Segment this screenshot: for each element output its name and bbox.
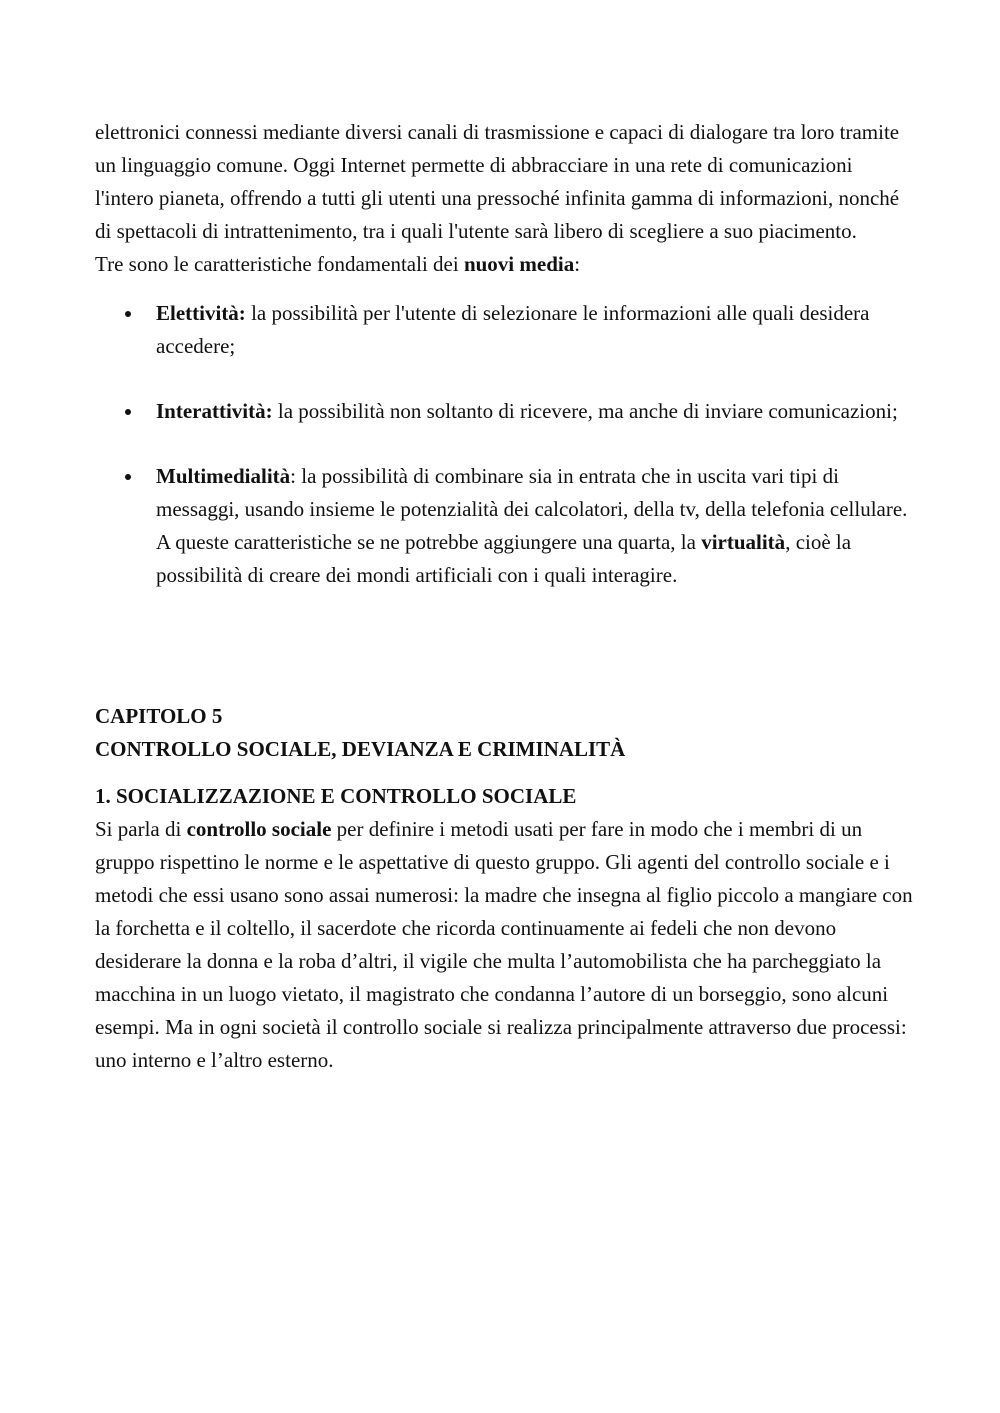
section-heading: 1. SOCIALIZZAZIONE E CONTROLLO SOCIALE [95, 784, 577, 808]
chapter-title: CONTROLLO SOCIALE, DEVIANZA E CRIMINALITÀ [95, 737, 626, 761]
section-text-before: Si parla di [95, 817, 187, 841]
list-item [95, 395, 915, 428]
virtuality-term: virtualità [701, 530, 786, 554]
features-lead-colon: : [574, 252, 581, 276]
chapter-heading [95, 700, 915, 766]
feature-term: Interattività: [156, 399, 273, 423]
feature-text: la possibilità non soltanto di ricevere, ma anche di inviare comunicazioni; [272, 399, 898, 423]
bullet-icon [125, 474, 131, 480]
virtuality-text-before: A queste caratteristiche se ne potrebbe aggiungere una quarta, la [156, 530, 702, 554]
feature-term: Multimedialità [156, 464, 291, 488]
features-list [95, 297, 915, 592]
features-lead [95, 248, 915, 281]
document-page [95, 116, 915, 1077]
list-item [95, 460, 915, 592]
list-item [95, 297, 915, 363]
virtuality-paragraph [156, 526, 915, 592]
features-lead-text: Tre sono le caratteristiche fondamentali dei [95, 252, 464, 276]
feature-text: : la possibilità di combinare sia in entrata che in uscita vari tipi di messaggi, usando insieme le potenzialità dei calcolatori, della tv, della telefonia cellulare. [156, 464, 908, 521]
section-paragraph [95, 813, 915, 1077]
feature-term: Elettività: [156, 301, 246, 325]
features-lead-bold: nuovi media [463, 252, 575, 276]
virtuality-text-after: , cioè la possibilità di creare dei mondi artificiali con i quali interagire. [156, 530, 852, 587]
feature-text: la possibilità per l'utente di selezionare le informazioni alle quali desidera accedere; [156, 301, 870, 358]
bullet-icon [125, 409, 131, 415]
chapter-number: CAPITOLO 5 [95, 704, 223, 728]
section-bold-term: controllo sociale [186, 817, 332, 841]
intro-paragraph: elettronici connessi mediante diversi canali di trasmissione e capaci di dialogare tra loro tramite un linguaggio comune. Oggi Internet permette di abbracciare in una rete di comunicazioni l'intero pianeta, offrendo a tutti gli utenti una pressoché infinita gamma di informazioni, nonché di spettacoli di intrattenimento, tra i quali l'utente sarà libero di scegliere a suo piacimento. [95, 120, 900, 243]
bullet-icon [125, 311, 131, 317]
section-text-after: per definire i metodi usati per fare in modo che i membri di un gruppo rispettino le norme e le aspettative di questo gruppo. Gli agenti del controllo sociale e i metodi che essi usano sono assai numerosi: la madre che insegna al figlio piccolo a mangiare con la forchetta e il coltello, il sacerdote che ricorda continuamente ai fedeli che non devono desiderare la donna e la roba d’altri, il vigile che multa l’automobilista che ha parcheggiato la macchina in un luogo vietato, il magistrato che condanna l’autore di un borseggio, sono alcuni esempi. Ma in ogni società il controllo sociale si realizza principalmente attraverso due processi: uno interno e l’altro esterno. [95, 817, 913, 1072]
